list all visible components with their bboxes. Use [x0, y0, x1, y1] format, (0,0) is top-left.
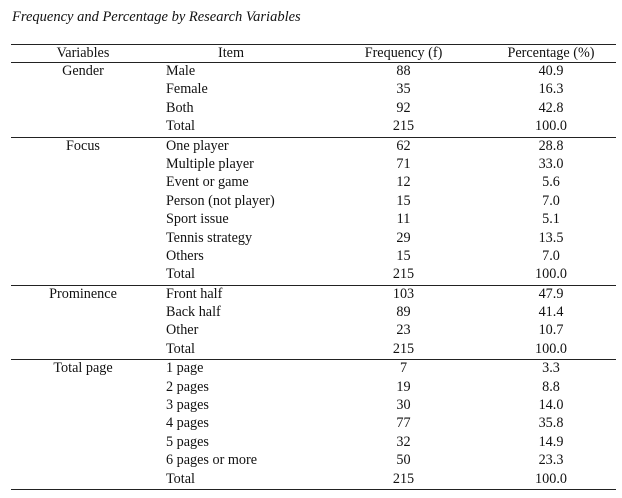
- percentage-cell: 8.8: [542, 378, 560, 395]
- percentage-cell: 42.8: [538, 99, 564, 116]
- item-cell: 6 pages or more: [166, 452, 258, 469]
- item-cell: Multiple player: [166, 155, 254, 172]
- frequency-cell: 35: [396, 81, 411, 98]
- table-row: [11, 193, 616, 211]
- variable-cell-empty: [11, 341, 163, 360]
- header-percentage: Percentage (%): [462, 45, 616, 63]
- variable-cell-empty: [11, 156, 163, 174]
- frequency-cell: 215: [323, 341, 462, 360]
- frequency-cell: 19: [396, 378, 411, 395]
- variable-cell-empty: [11, 322, 163, 340]
- item-cell: Total: [163, 266, 323, 285]
- item-cell: Tennis strategy: [166, 229, 253, 246]
- table-row: [11, 304, 616, 322]
- variable-cell-empty: [11, 434, 163, 452]
- variable-cell-empty: [11, 397, 163, 415]
- item-cell: Both: [166, 99, 194, 116]
- percentage-cell: 33.0: [538, 155, 564, 172]
- table-row: [11, 434, 616, 452]
- variable-cell: Focus: [66, 137, 100, 154]
- item-cell: Event or game: [166, 174, 249, 191]
- table-row: [11, 63, 616, 82]
- item-cell: Other: [166, 322, 199, 339]
- table-row: [11, 248, 616, 266]
- frequency-cell: 71: [396, 155, 411, 172]
- item-cell: Total: [163, 341, 323, 360]
- item-cell: Back half: [166, 304, 221, 321]
- percentage-cell: 13.5: [538, 229, 564, 246]
- item-cell: 3 pages: [166, 397, 209, 414]
- percentage-cell: 100.0: [462, 118, 616, 137]
- frequency-cell: 215: [323, 471, 462, 490]
- header-frequency: Frequency (f): [323, 45, 462, 63]
- table-row: [11, 137, 616, 156]
- table-row: [11, 415, 616, 433]
- frequency-cell: 50: [396, 452, 411, 469]
- table-header: [11, 45, 616, 63]
- variable-cell-empty: [11, 471, 163, 490]
- variable-cell-empty: [11, 174, 163, 192]
- table-row: [11, 285, 616, 304]
- percentage-cell: 100.0: [462, 471, 616, 490]
- header-variables: Variables: [11, 45, 163, 63]
- table-row: [11, 322, 616, 340]
- frequency-table: [11, 44, 616, 490]
- table-body: [11, 63, 616, 490]
- variable-cell-empty: [11, 379, 163, 397]
- percentage-cell: 14.9: [538, 433, 564, 450]
- percentage-cell: 100.0: [462, 341, 616, 360]
- variable-cell-empty: [11, 211, 163, 229]
- table-row: [11, 379, 616, 397]
- variable-cell: Prominence: [49, 285, 117, 302]
- item-cell: Others: [166, 247, 204, 264]
- table-row: [11, 174, 616, 192]
- frequency-cell: 12: [396, 174, 411, 191]
- item-cell: 1 page: [166, 360, 204, 377]
- percentage-cell: 5.1: [542, 211, 560, 228]
- frequency-cell: 88: [396, 63, 411, 79]
- variable-cell-empty: [11, 230, 163, 248]
- table-row: [11, 452, 616, 470]
- variable-cell-empty: [11, 81, 163, 99]
- percentage-cell: 14.0: [538, 397, 564, 414]
- table-row: [11, 230, 616, 248]
- item-cell: Total: [163, 471, 323, 490]
- frequency-cell: 215: [323, 266, 462, 285]
- table-row: [11, 211, 616, 229]
- percentage-cell: 41.4: [538, 304, 564, 321]
- frequency-cell: 29: [396, 229, 411, 246]
- frequency-cell: 89: [396, 304, 411, 321]
- variable-cell: Total page: [53, 360, 113, 377]
- frequency-cell: 77: [396, 415, 411, 432]
- item-cell: Person (not player): [166, 192, 275, 209]
- frequency-cell: 23: [396, 322, 411, 339]
- table-row: [11, 397, 616, 415]
- frequency-cell: 15: [396, 247, 411, 264]
- table-row: [11, 100, 616, 118]
- frequency-cell: 7: [399, 360, 408, 377]
- percentage-cell: 35.8: [538, 415, 564, 432]
- percentage-cell: 47.9: [538, 285, 564, 302]
- percentage-cell: 16.3: [538, 81, 564, 98]
- percentage-cell: 3.3: [542, 360, 560, 377]
- percentage-cell: 5.6: [542, 174, 560, 191]
- header-item: Item: [163, 45, 323, 63]
- header-row: [11, 45, 616, 63]
- item-cell: One player: [166, 137, 229, 154]
- frequency-cell: 32: [396, 433, 411, 450]
- percentage-cell: 7.0: [542, 192, 560, 209]
- frequency-cell: 11: [396, 211, 411, 228]
- table-row: [11, 341, 616, 360]
- variable-cell-empty: [11, 100, 163, 118]
- variable-cell-empty: [11, 193, 163, 211]
- item-cell: Male: [166, 63, 196, 79]
- percentage-cell: 7.0: [542, 247, 560, 264]
- frequency-cell: 30: [396, 397, 411, 414]
- frequency-cell: 62: [396, 137, 411, 154]
- frequency-cell: 215: [323, 118, 462, 137]
- variable-cell-empty: [11, 118, 163, 137]
- variable-cell-empty: [11, 304, 163, 322]
- table-row: [11, 471, 616, 490]
- frequency-cell: 15: [396, 192, 411, 209]
- item-cell: 4 pages: [166, 415, 209, 432]
- frequency-cell: 92: [396, 99, 411, 116]
- percentage-cell: 10.7: [538, 322, 564, 339]
- item-cell: Total: [163, 118, 323, 137]
- variable-cell-empty: [11, 266, 163, 285]
- table-row: [11, 360, 616, 379]
- item-cell: Sport issue: [166, 211, 229, 228]
- table-row: [11, 118, 616, 137]
- item-cell: Female: [166, 81, 208, 98]
- item-cell: 5 pages: [166, 433, 209, 450]
- item-cell: 2 pages: [166, 378, 209, 395]
- table-row: [11, 156, 616, 174]
- percentage-cell: 23.3: [538, 452, 564, 469]
- table-caption: Frequency and Percentage by Research Variables: [12, 9, 301, 25]
- percentage-cell: 40.9: [538, 63, 564, 79]
- table-row: [11, 266, 616, 285]
- variable-cell: Gender: [62, 63, 104, 79]
- percentage-cell: 28.8: [538, 137, 564, 154]
- percentage-cell: 100.0: [462, 266, 616, 285]
- item-cell: Front half: [166, 285, 223, 302]
- table-row: [11, 81, 616, 99]
- variable-cell-empty: [11, 248, 163, 266]
- variable-cell-empty: [11, 452, 163, 470]
- variable-cell-empty: [11, 415, 163, 433]
- frequency-cell: 103: [392, 285, 415, 302]
